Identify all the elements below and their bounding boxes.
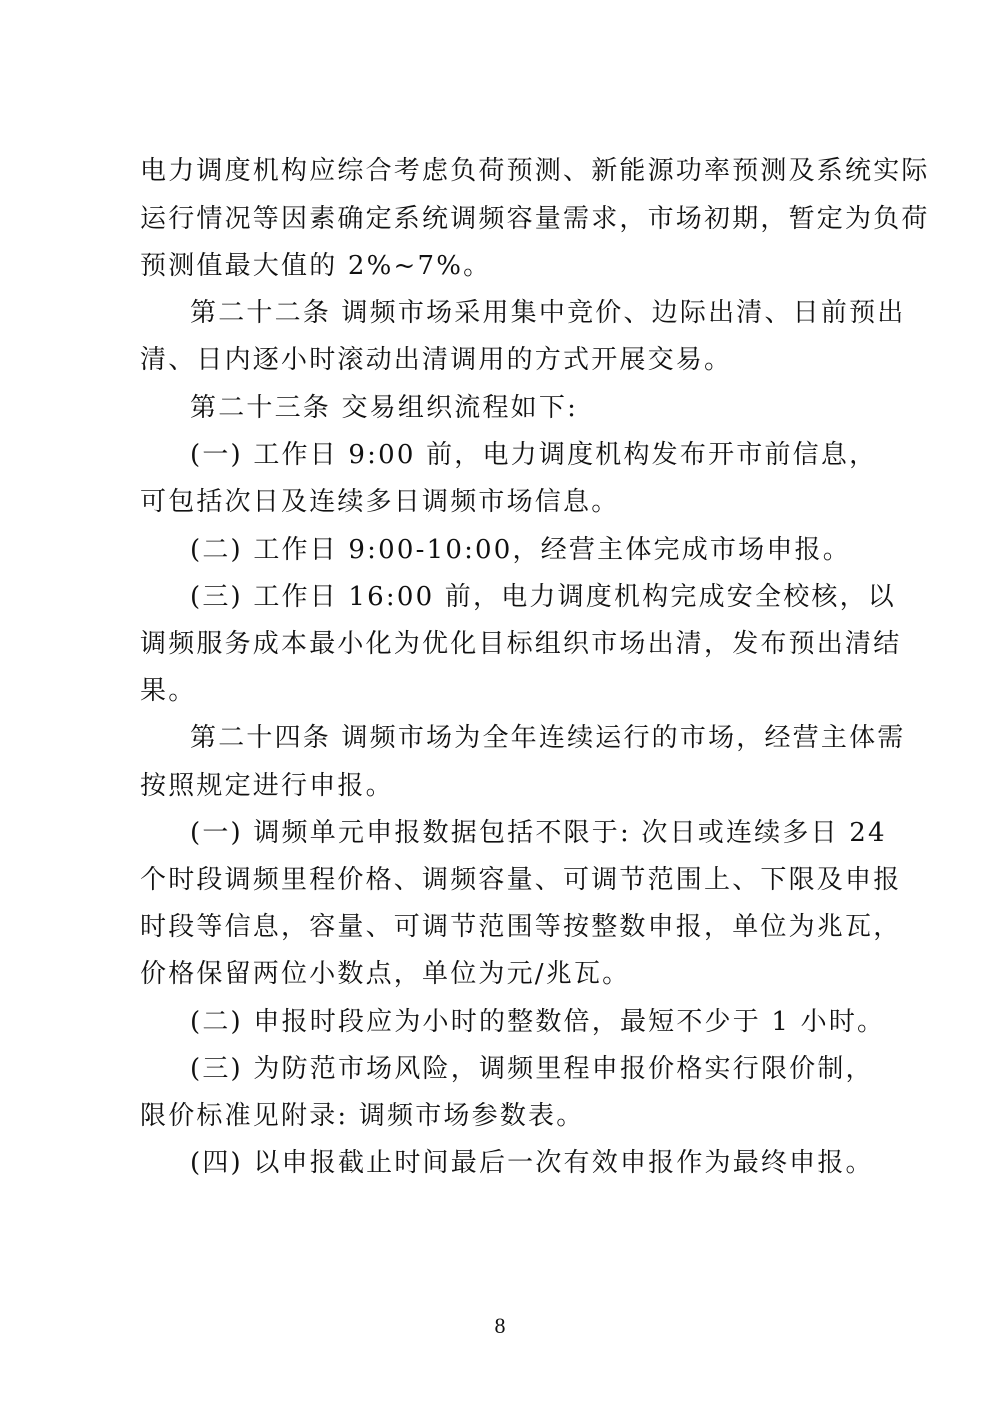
- text-line: 价格保留两位小数点，单位为元/兆瓦。: [140, 959, 631, 989]
- list-item-line: (三) 为防范市场风险，调频里程申报价格实行限价制，: [190, 1054, 874, 1084]
- text-line: 预测值最大值的 2%~7%。: [140, 251, 492, 281]
- text-line: 限价标准见附录: 调频市场参数表。: [140, 1101, 585, 1131]
- article-22-heading-line: 第二十二条 调频市场采用集中竞价、边际出清、日前预出: [190, 298, 906, 328]
- text-line: 电力调度机构应综合考虑负荷预测、新能源功率预测及系统实际: [140, 156, 930, 186]
- text-line: 调频服务成本最小化为优化目标组织市场出清，发布预出清结: [140, 629, 902, 659]
- text-line: 清、日内逐小时滚动出清调用的方式开展交易。: [140, 345, 733, 375]
- text-line: 运行情况等因素确定系统调频容量需求，市场初期，暂定为负荷: [140, 204, 930, 234]
- text-line: 按照规定进行申报。: [140, 771, 394, 801]
- text-line: 可包括次日及连续多日调频市场信息。: [140, 487, 620, 517]
- article-24-heading-line: 第二十四条 调频市场为全年连续运行的市场，经营主体需: [190, 723, 906, 753]
- list-item-line: (四) 以申报截止时间最后一次有效申报作为最终申报。: [190, 1148, 874, 1178]
- list-item-line: (二) 工作日 9:00-10:00，经营主体完成市场申报。: [190, 535, 851, 565]
- list-item-line: (二) 申报时段应为小时的整数倍，最短不少于 1 小时。: [190, 1007, 886, 1037]
- text-line: 果。: [140, 676, 197, 706]
- text-line: 时段等信息，容量、可调节范围等按整数申报，单位为兆瓦，: [140, 912, 902, 942]
- article-23-heading-line: 第二十三条 交易组织流程如下:: [190, 393, 579, 423]
- list-item-line: (一) 调频单元申报数据包括不限于: 次日或连续多日 24: [190, 818, 887, 848]
- list-item-line: (三) 工作日 16:00 前，电力调度机构完成安全校核，以: [190, 582, 897, 612]
- page-number: 8: [494, 1313, 506, 1338]
- text-line: 个时段调频里程价格、调频容量、可调节范围上、下限及申报: [140, 865, 902, 895]
- list-item-line: (一) 工作日 9:00 前，电力调度机构发布开市前信息，: [190, 440, 878, 470]
